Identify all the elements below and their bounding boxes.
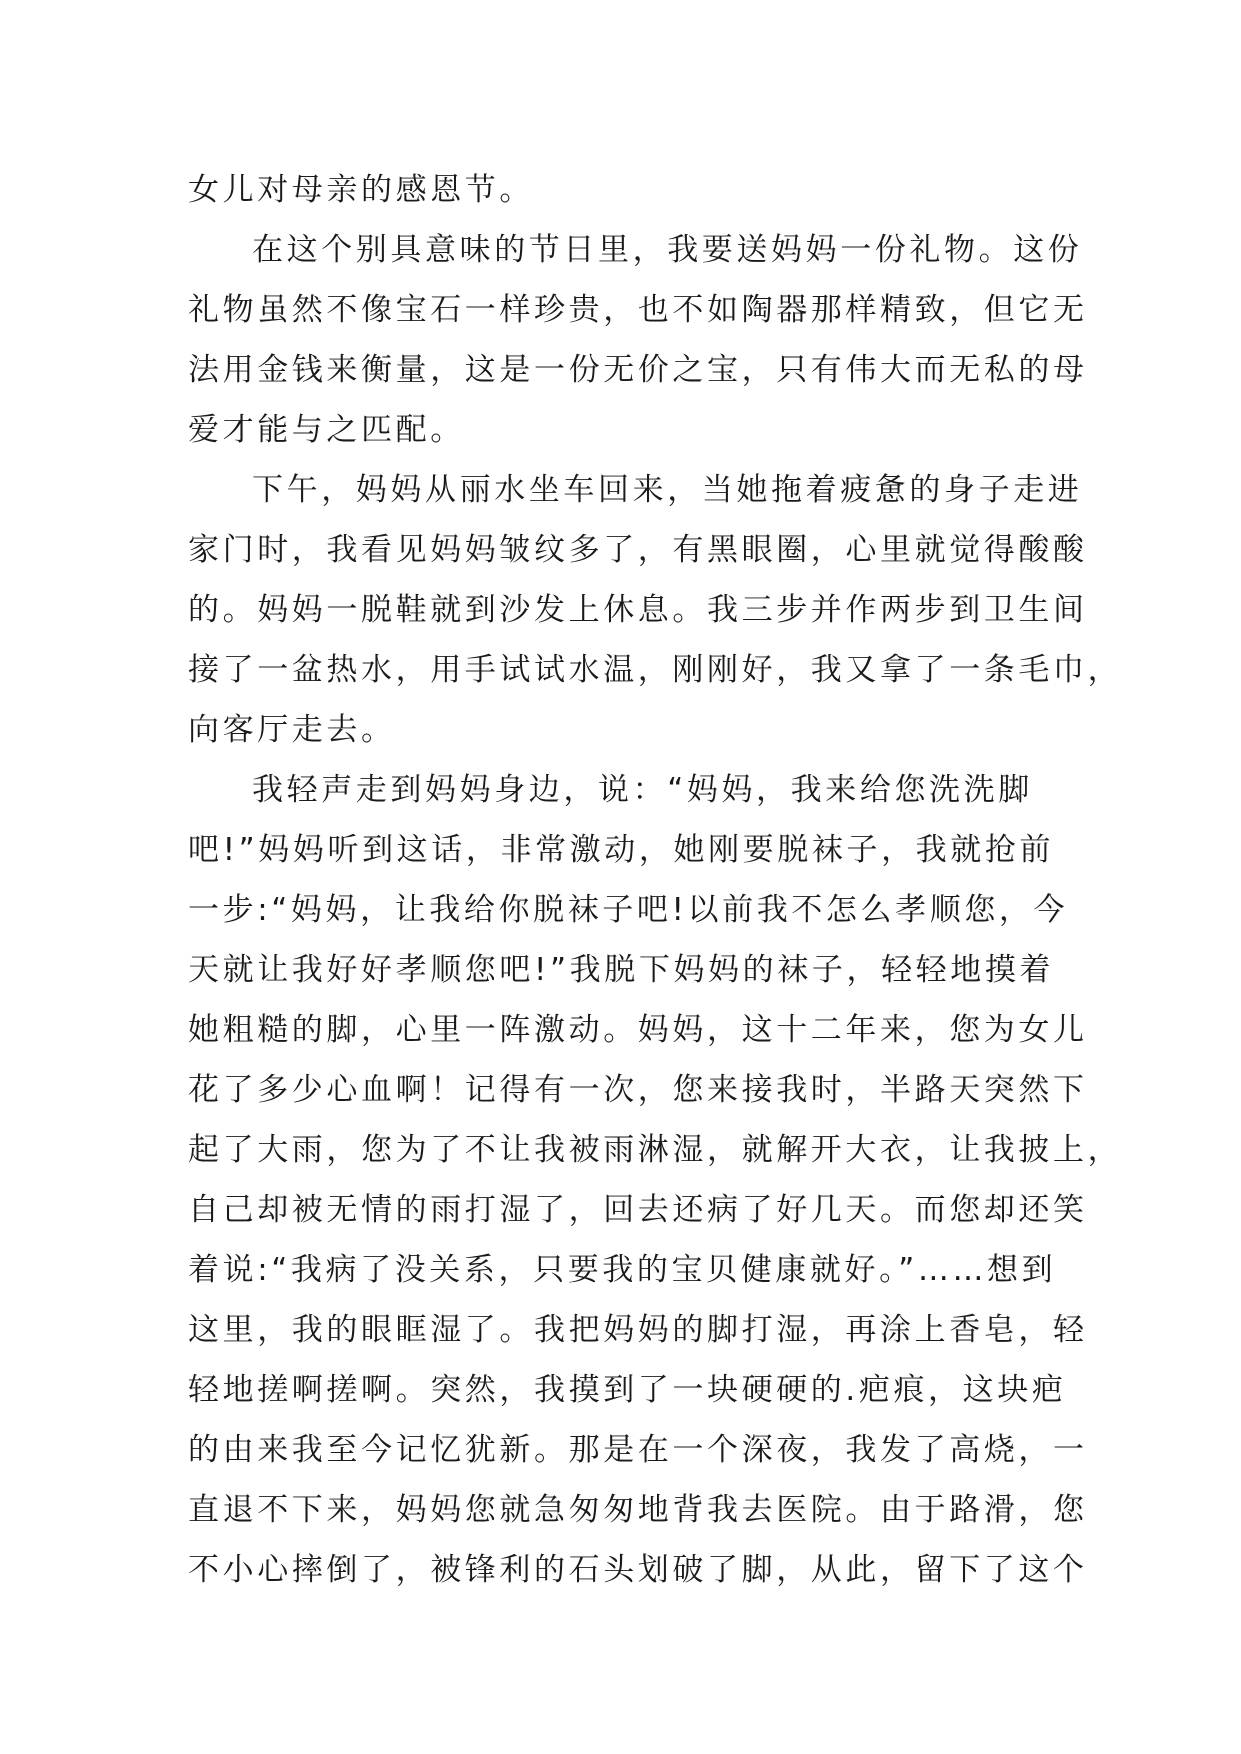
text-line: 家门时，我看见妈妈皱纹多了，有黑眼圈，心里就觉得酸酸 — [188, 532, 1088, 568]
text-line: 这里，我的眼眶湿了。我把妈妈的脚打湿，再涂上香皂，轻 — [188, 1312, 1088, 1348]
text-line: 花了多少心血啊！记得有一次，您来接我时，半路天突然下 — [188, 1072, 1088, 1108]
text-line: 自己却被无情的雨打湿了，回去还病了好几天。而您却还笑 — [188, 1192, 1088, 1228]
text-line: 在这个别具意味的节日里，我要送妈妈一份礼物。这份 — [252, 232, 1083, 268]
text-line: 爱才能与之匹配。 — [188, 412, 465, 448]
text-line: 她粗糙的脚，心里一阵激动。妈妈，这十二年来，您为女儿 — [188, 1012, 1088, 1048]
text-line: 女儿对母亲的感恩节。 — [188, 172, 534, 208]
text-line: 吧!”妈妈听到这话，非常激动，她刚要脱袜子，我就抢前 — [188, 832, 1055, 868]
text-line: 直退不下来，妈妈您就急匆匆地背我去医院。由于路滑，您 — [188, 1492, 1088, 1528]
text-line: 着说:“我病了没关系，只要我的宝贝健康就好。”……想到 — [188, 1252, 1057, 1288]
text-line: 法用金钱来衡量，这是一份无价之宝，只有伟大而无私的母 — [188, 352, 1088, 388]
text-line: 下午，妈妈从丽水坐车回来，当她拖着疲惫的身子走进 — [252, 472, 1083, 508]
text-line: 的由来我至今记忆犹新。那是在一个深夜，我发了高烧，一 — [188, 1432, 1088, 1468]
text-line: 天就让我好好孝顺您吧!”我脱下妈妈的袜子，轻轻地摸着 — [188, 952, 1055, 988]
text-line: 一步:“妈妈，让我给你脱袜子吧!以前我不怎么孝顺您，今 — [188, 892, 1069, 928]
text-line: 我轻声走到妈妈身边，说：“妈妈，我来给您洗洗脚 — [252, 772, 1033, 808]
text-line: 起了大雨，您为了不让我被雨淋湿，就解开大衣，让我披上， — [188, 1132, 1123, 1168]
text-line: 不小心摔倒了，被锋利的石头划破了脚，从此，留下了这个 — [188, 1552, 1088, 1588]
text-line: 轻地搓啊搓啊。突然，我摸到了一块硬硬的.疤痕，这块疤 — [188, 1372, 1067, 1408]
body-text — [188, 160, 1123, 1600]
text-line: 礼物虽然不像宝石一样珍贵，也不如陶器那样精致，但它无 — [188, 292, 1088, 328]
text-line: 向客厅走去。 — [188, 712, 396, 748]
text-line: 接了一盆热水，用手试试水温，刚刚好，我又拿了一条毛巾， — [188, 652, 1123, 688]
text-line: 的。妈妈一脱鞋就到沙发上休息。我三步并作两步到卫生间 — [188, 592, 1088, 628]
